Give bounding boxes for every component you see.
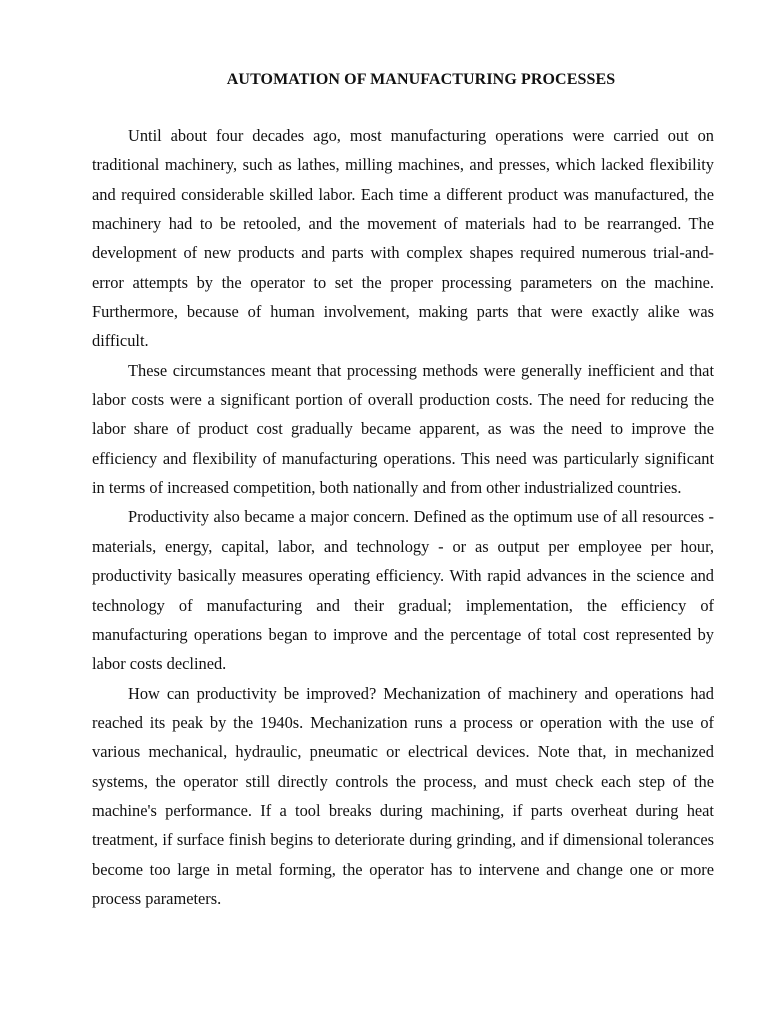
document-title: AUTOMATION OF MANUFACTURING PROCESSES (226, 71, 616, 88)
paragraph-1: Until about four decades ago, most manufacturing operations were carried out on traditional machinery, such as lathes, milling machines, and presses, which lacked flexibility and required considerable skilled labor. Each time a different product was manufactured, the machinery had to be retooled, and the movement of materials had to be rearranged. The development of new products and parts with complex shapes required numerous trial-and-error attempts by the operator to set the proper processing parameters on the machine. Furthermore, because of human involvement, making parts that were exactly alike was difficult. (92, 126, 714, 351)
paragraph-4: How can productivity be improved? Mechanization of machinery and operations had reached its peak by the 1940s. Mechanization runs a process or operation with the use of various mechanical, hydraulic, pneumatic or electrical devices. Note that, in mechanized systems, the operator still directly controls the process, and must check each step of the machine's performance. If a tool breaks during machining, if parts overheat during heat treatment, if surface finish begins to deteriorate during grinding, and if dimensional tolerances become too large in metal forming, the operator has to intervene and change one or more process parameters. (92, 683, 714, 908)
document-body (92, 121, 714, 913)
paragraph-3: Productivity also became a major concern. Defined as the optimum use of all resources - materials, energy, capital, labor, and technology - or as output per employee per hour, productivity basically measures operating efficiency. With rapid advances in the science and technology of manufacturing and their gradual; implementation, the efficiency of manufacturing operations began to improve and the percentage of total cost represented by labor costs declined. (92, 507, 714, 674)
paragraph-2: These circumstances meant that processing methods were generally inefficient and that labor costs were a significant portion of overall production costs. The need for reducing the labor share of product cost gradually became apparent, as was the need to improve the efficiency and flexibility of manufacturing operations. This need was particularly significant in terms of increased competition, both nationally and from other industrialized countries. (92, 360, 714, 498)
